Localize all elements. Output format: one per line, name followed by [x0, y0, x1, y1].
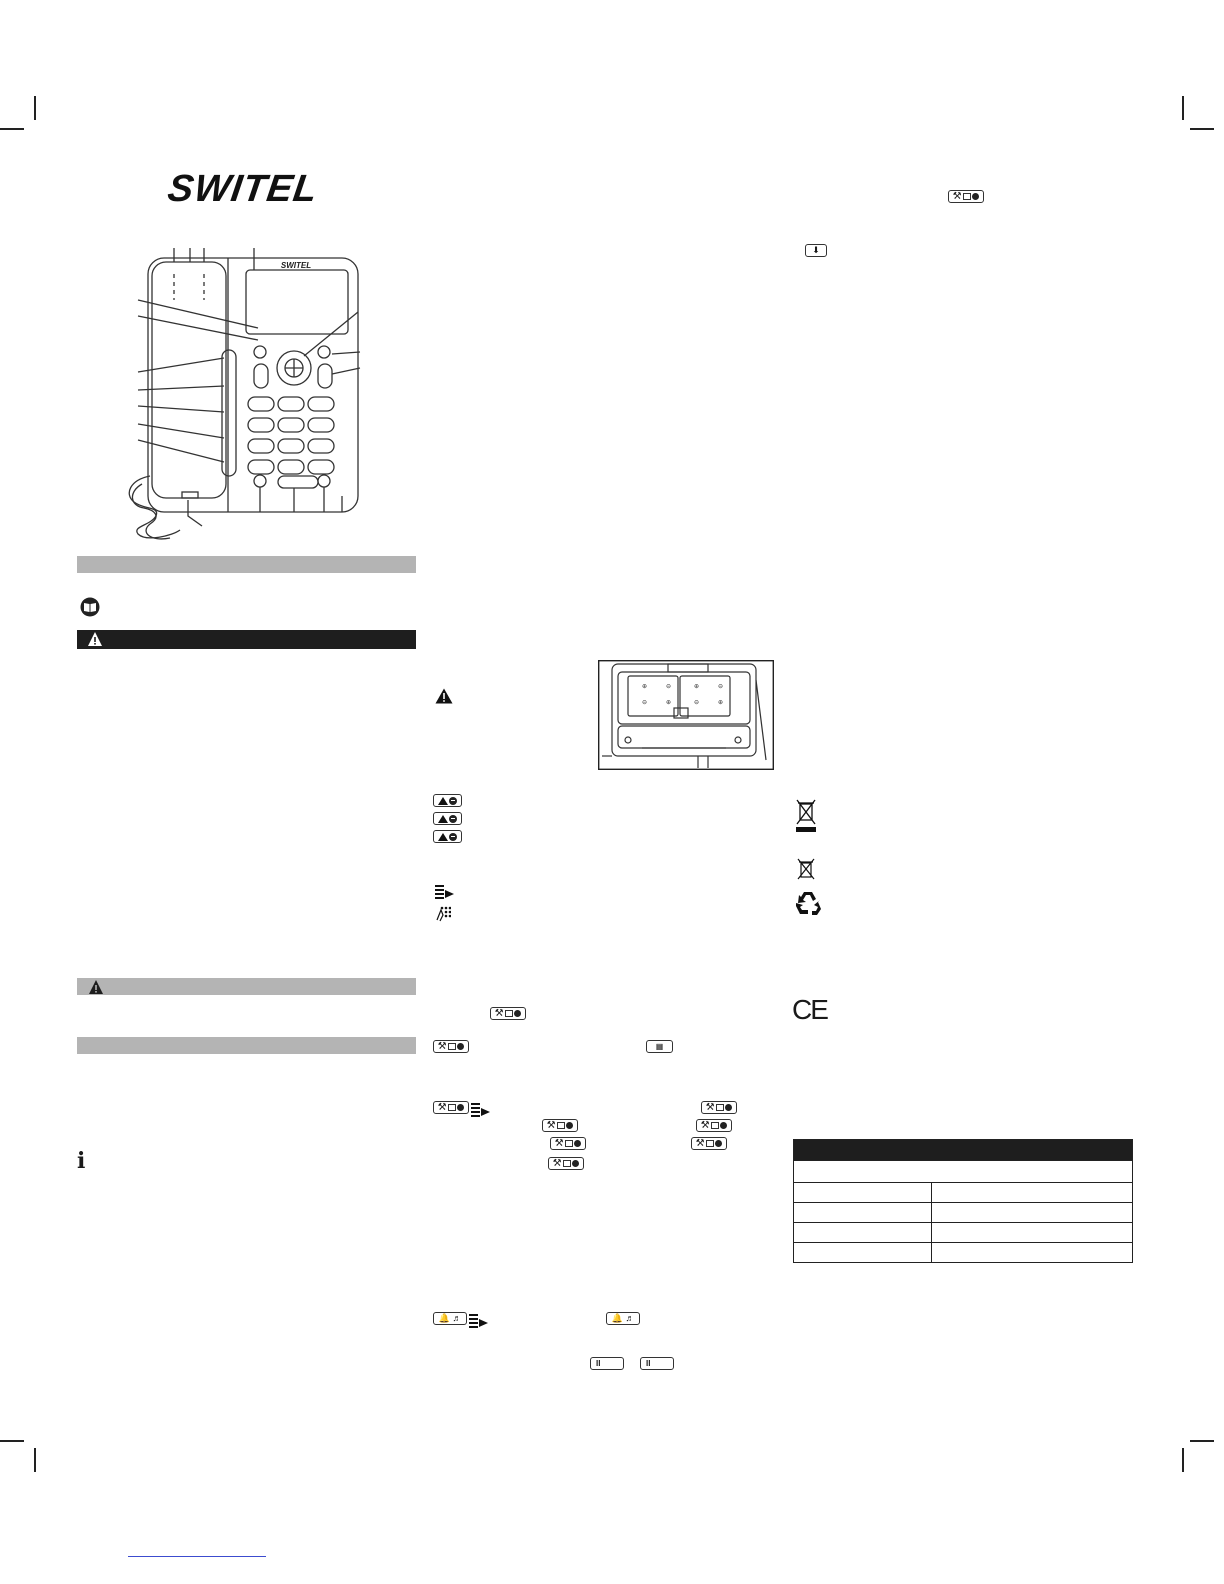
settings-key-icon: ⚒	[490, 1007, 526, 1020]
up-delete-key-icon	[433, 794, 462, 807]
table-cell	[932, 1223, 1133, 1243]
svg-text:⊕: ⊕	[718, 700, 724, 706]
crop-mark	[34, 1448, 36, 1472]
settings-key-icon: ⚒	[433, 1101, 469, 1114]
menu-arrow-icon	[469, 1313, 489, 1329]
warning-triangle-icon	[87, 631, 103, 647]
table-header	[794, 1140, 1133, 1161]
table-cell	[794, 1203, 932, 1223]
settings-key-icon: ⚒	[548, 1157, 584, 1170]
crossed-bin-icon	[796, 858, 816, 880]
svg-text:⊖: ⊖	[642, 700, 648, 706]
crop-mark	[0, 128, 24, 130]
settings-key-icon: ⚒	[550, 1137, 586, 1150]
ringer-key-icon: 🔔 ♬	[433, 1312, 467, 1325]
ce-mark-icon: CE	[792, 994, 827, 1025]
crop-mark	[1190, 1440, 1214, 1442]
calendar-key-icon: ▦	[646, 1040, 673, 1053]
settings-key-icon: ⚒	[696, 1119, 732, 1132]
recycle-icon	[794, 890, 822, 916]
section-bar	[77, 1037, 416, 1054]
svg-text:⊖: ⊖	[718, 684, 724, 690]
table-cell	[794, 1183, 932, 1203]
hyperlink-underline[interactable]	[128, 1556, 266, 1557]
crop-mark	[1182, 96, 1184, 120]
switel-logo: SWITEL	[165, 168, 321, 210]
phone-illustration	[110, 244, 370, 548]
crop-mark	[0, 1440, 24, 1442]
up-delete-key-icon	[433, 812, 462, 825]
svg-text:⊖: ⊖	[666, 684, 672, 690]
crop-mark	[1182, 1448, 1184, 1472]
info-icon: i	[77, 1148, 86, 1174]
specs-table	[793, 1139, 1133, 1263]
pause-key-icon: II	[590, 1357, 624, 1370]
settings-key-icon: ⚒	[948, 190, 984, 203]
crossed-bin-icon	[794, 798, 818, 834]
svg-text:⊖: ⊖	[694, 700, 700, 706]
crop-mark	[34, 96, 36, 120]
settings-key-icon: ⚒	[433, 1040, 469, 1053]
section-bar	[77, 556, 416, 573]
svg-text:⊕: ⊕	[694, 684, 700, 690]
table-cell	[794, 1223, 932, 1243]
battery-compartment-diagram	[598, 660, 774, 770]
table-cell	[932, 1203, 1133, 1223]
phone-logo: SWITEL	[280, 261, 312, 270]
table-row	[794, 1161, 1133, 1183]
phonebook-key-icon: ⬇	[805, 244, 827, 257]
table-cell	[932, 1243, 1133, 1263]
crop-mark	[1190, 128, 1214, 130]
settings-key-icon: ⚒	[691, 1137, 727, 1150]
settings-key-icon: ⚒	[542, 1119, 578, 1132]
ringer-key-icon: 🔔 ♬	[606, 1312, 640, 1325]
warning-bar	[77, 630, 416, 649]
keypad-dial-icon	[435, 906, 451, 922]
menu-arrow-icon	[435, 884, 455, 900]
table-cell	[932, 1183, 1133, 1203]
warning-triangle-icon	[435, 688, 453, 704]
up-delete-key-icon	[433, 830, 462, 843]
settings-key-icon: ⚒	[701, 1101, 737, 1114]
manual-book-icon	[80, 597, 100, 617]
warning-bar-grey	[77, 978, 416, 995]
svg-text:⊕: ⊕	[642, 684, 648, 690]
pause-key-icon: II	[640, 1357, 674, 1370]
menu-arrow-icon	[471, 1102, 491, 1118]
warning-triangle-icon	[88, 979, 104, 995]
table-cell	[794, 1243, 932, 1263]
svg-text:⊕: ⊕	[666, 700, 672, 706]
